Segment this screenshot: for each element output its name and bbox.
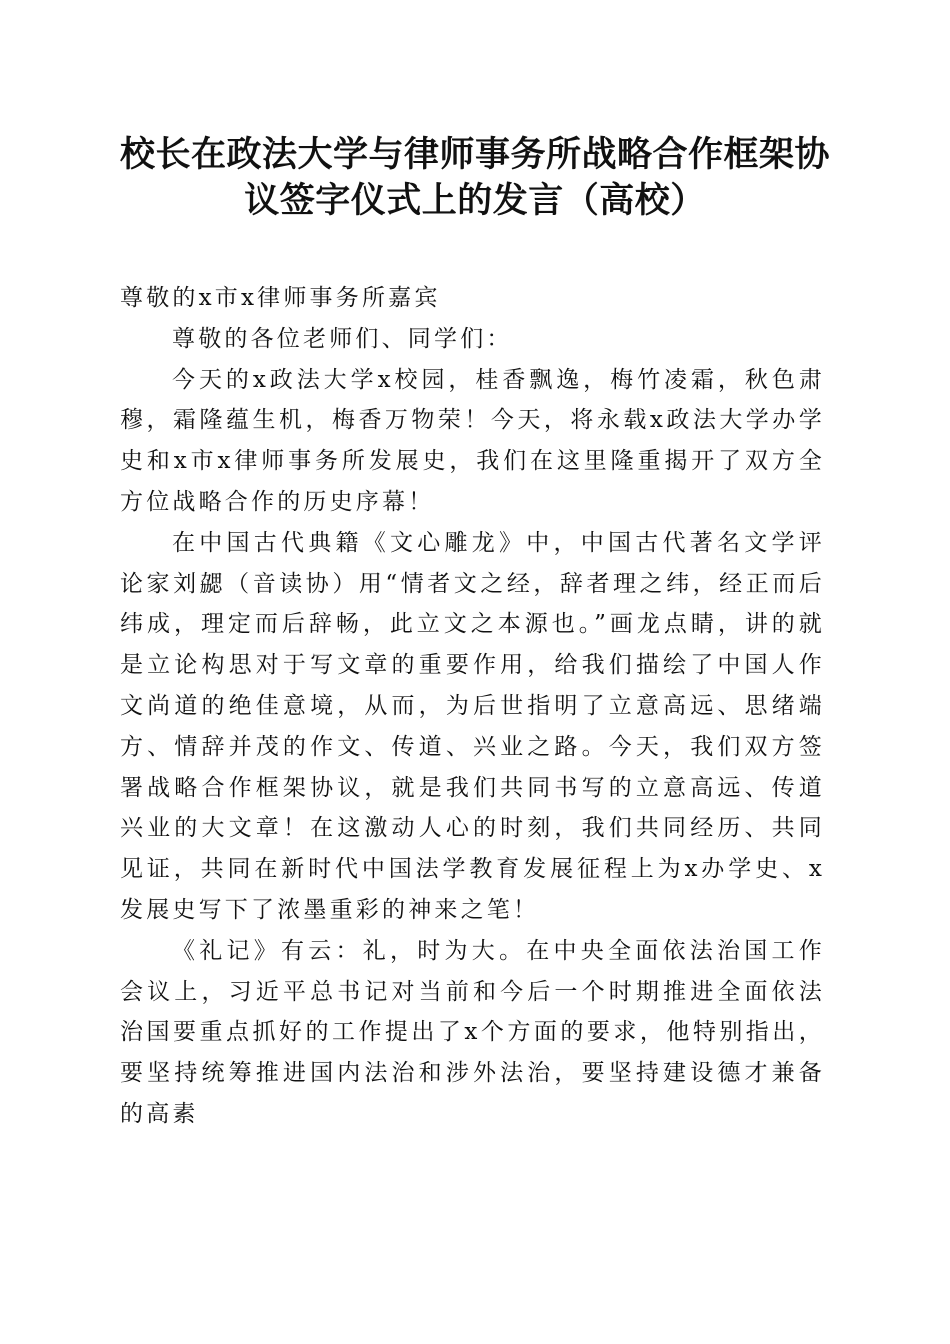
paragraph: 《礼记》有云：礼，时为大。在中央全面依法治国工作会议上，习近平总书记对当前和今后一个时期推进全面依法治国要重点抓好的工作提出了x个方面的要求，他特别指出，要坚持统筹推进国内法治和涉外法治，要坚持建设德才兼备的高素 <box>120 937 825 1127</box>
document-title <box>100 132 850 224</box>
title-line-1: 校长在政法大学与律师事务所战略合作框架协 <box>119 134 830 175</box>
salutation: 尊敬的x市x律师事务所嘉宾 <box>120 285 441 311</box>
paragraph: 在中国古代典籍《文心雕龙》中，中国古代著名文学评论家刘勰（音读协）用“情者文之经，辞者理之纬，经正而后纬成，理定而后辞畅，此立文之本源也。”画龙点睛，讲的就是立论构思对于写文章的重要作用，给我们描绘了中国人作文尚道的绝佳意境，从而，为后世指明了立意高远、思绪端方、情辞并茂的作文、传道、兴业之路。今天，我们双方签署战略合作框架协议，就是我们共同书写的立意高远、传道兴业的大文章！在这激动人心的时刻，我们共同经历、共同见证，共同在新时代中国法学教育发展征程上为x办学史、x发展史写下了浓墨重彩的神来之笔！ <box>120 529 825 923</box>
paragraph: 今天的x政法大学x校园，桂香飘逸，梅竹凌霜，秋色肃穆，霜隆蕴生机，梅香万物荣！今天，将永载x政法大学办学史和x市x律师事务所发展史，我们在这里隆重揭开了双方全方位战略合作的历史序幕！ <box>120 366 825 515</box>
title-line-2: 议签字仪式上的发言（高校） <box>244 180 706 221</box>
paragraph: 尊敬的各位老师们、同学们： <box>172 325 513 352</box>
document-body <box>120 278 825 1135</box>
